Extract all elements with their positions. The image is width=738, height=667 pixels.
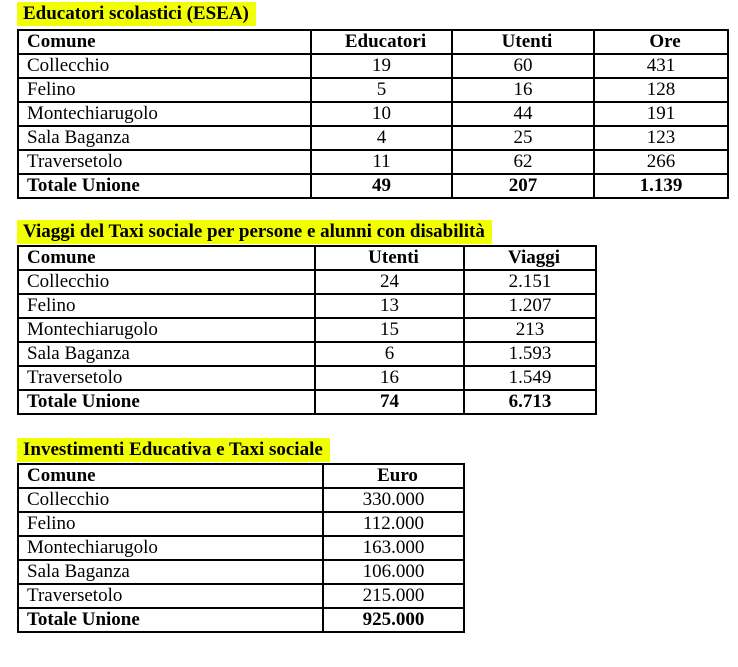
total-label: Totale Unione [18, 608, 323, 632]
total-value: 6.713 [464, 390, 596, 414]
table-row [18, 560, 464, 584]
value-cell: 6 [315, 342, 464, 366]
table-header-row [18, 464, 464, 488]
value-cell: 191 [594, 102, 728, 126]
value-cell: 25 [452, 126, 594, 150]
esea-table [17, 29, 729, 199]
value-cell: 215.000 [323, 584, 464, 608]
comune-cell: Sala Baganza [18, 126, 311, 150]
table-row [18, 54, 728, 78]
esea-section [17, 2, 729, 199]
value-cell: 5 [311, 78, 452, 102]
table-row [18, 78, 728, 102]
value-cell: 13 [315, 294, 464, 318]
value-cell: 19 [311, 54, 452, 78]
total-row [18, 174, 728, 198]
value-cell: 10 [311, 102, 452, 126]
investimenti-section [17, 438, 465, 633]
total-row [18, 608, 464, 632]
column-header: Comune [18, 464, 323, 488]
value-cell: 62 [452, 150, 594, 174]
taxi-title: Viaggi del Taxi sociale per persone e alunni con disabilità [17, 220, 492, 244]
total-value: 925.000 [323, 608, 464, 632]
comune-cell: Traversetolo [18, 366, 315, 390]
total-value: 1.139 [594, 174, 728, 198]
comune-cell: Montechiarugolo [18, 536, 323, 560]
comune-cell: Montechiarugolo [18, 102, 311, 126]
value-cell: 128 [594, 78, 728, 102]
value-cell: 15 [315, 318, 464, 342]
esea-title: Educatori scolastici (ESEA) [17, 2, 256, 26]
value-cell: 1.549 [464, 366, 596, 390]
value-cell: 60 [452, 54, 594, 78]
value-cell: 24 [315, 270, 464, 294]
table-row [18, 488, 464, 512]
value-cell: 266 [594, 150, 728, 174]
value-cell: 1.593 [464, 342, 596, 366]
comune-cell: Traversetolo [18, 150, 311, 174]
table-row [18, 366, 596, 390]
investimenti-title: Investimenti Educativa e Taxi sociale [17, 438, 330, 462]
total-value: 49 [311, 174, 452, 198]
value-cell: 16 [315, 366, 464, 390]
column-header: Ore [594, 30, 728, 54]
comune-cell: Collecchio [18, 488, 323, 512]
comune-cell: Felino [18, 78, 311, 102]
value-cell: 16 [452, 78, 594, 102]
value-cell: 2.151 [464, 270, 596, 294]
value-cell: 163.000 [323, 536, 464, 560]
value-cell: 123 [594, 126, 728, 150]
column-header: Utenti [315, 246, 464, 270]
table-row [18, 318, 596, 342]
value-cell: 112.000 [323, 512, 464, 536]
table-header-row [18, 30, 728, 54]
comune-cell: Collecchio [18, 270, 315, 294]
comune-cell: Sala Baganza [18, 560, 323, 584]
table-row [18, 342, 596, 366]
value-cell: 106.000 [323, 560, 464, 584]
comune-cell: Felino [18, 294, 315, 318]
table-row [18, 150, 728, 174]
total-value: 207 [452, 174, 594, 198]
column-header: Utenti [452, 30, 594, 54]
column-header: Euro [323, 464, 464, 488]
investimenti-table [17, 463, 465, 633]
value-cell: 44 [452, 102, 594, 126]
total-value: 74 [315, 390, 464, 414]
value-cell: 330.000 [323, 488, 464, 512]
comune-cell: Montechiarugolo [18, 318, 315, 342]
column-header: Comune [18, 30, 311, 54]
total-label: Totale Unione [18, 390, 315, 414]
taxi-section [17, 220, 597, 415]
value-cell: 11 [311, 150, 452, 174]
total-label: Totale Unione [18, 174, 311, 198]
value-cell: 1.207 [464, 294, 596, 318]
table-row [18, 294, 596, 318]
comune-cell: Traversetolo [18, 584, 323, 608]
comune-cell: Collecchio [18, 54, 311, 78]
table-row [18, 512, 464, 536]
table-header-row [18, 246, 596, 270]
column-header: Comune [18, 246, 315, 270]
table-row [18, 536, 464, 560]
taxi-table [17, 245, 597, 415]
table-row [18, 584, 464, 608]
total-row [18, 390, 596, 414]
value-cell: 431 [594, 54, 728, 78]
table-row [18, 126, 728, 150]
table-row [18, 102, 728, 126]
comune-cell: Sala Baganza [18, 342, 315, 366]
column-header: Viaggi [464, 246, 596, 270]
value-cell: 4 [311, 126, 452, 150]
value-cell: 213 [464, 318, 596, 342]
column-header: Educatori [311, 30, 452, 54]
table-row [18, 270, 596, 294]
comune-cell: Felino [18, 512, 323, 536]
